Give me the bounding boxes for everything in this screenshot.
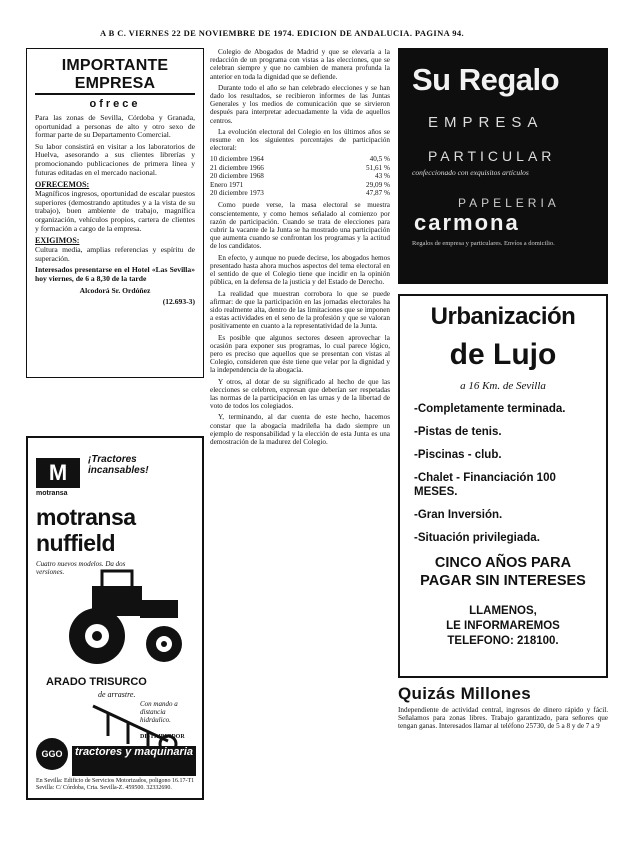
urbanizacion-feature: -Chalet - Financiación 100 MESES. — [414, 472, 556, 498]
urbanizacion-call-2: LE INFORMAREMOS — [446, 620, 560, 632]
urbanizacion-feature: -Completamente terminada. — [414, 403, 566, 415]
page-header: A B C. VIERNES 22 DE NOVIEMBRE DE 1974. EDICION DE ANDALUCIA. PAGINA 94. — [100, 28, 465, 38]
regalo-footer: Regalos de empresa y particulares. Envíos a domicilio. — [412, 240, 555, 247]
motransa-title-1: motransa — [36, 504, 136, 530]
left-column — [26, 48, 204, 800]
stats-row — [210, 172, 390, 180]
stats-row — [210, 189, 390, 197]
motransa-subtitle: Cuatro nuevos modelos. Da dos versiones. — [36, 560, 126, 576]
article-column — [210, 48, 390, 449]
ad-empresa-title: IMPORTANTE EMPRESA — [35, 57, 195, 95]
article-paragraph: Y otros, al dotar de su significado al hecho de que las elecciones se celebren, expresan que deberían ser respetadas las normas de la participación en las urnas y de la libertad de voto de todos los colegiados. — [210, 377, 390, 411]
urbanizacion-feature: -Pistas de tenis. — [414, 426, 502, 438]
urbanizacion-location: a 16 Km. de Sevilla — [460, 380, 546, 392]
ad-urbanizacion — [398, 294, 608, 678]
ad-quizas-millones — [398, 684, 608, 731]
motransa-mando-text: Con mando a distancia hidráulico. — [140, 700, 178, 724]
urbanizacion-offer-2: PAGAR SIN INTERESES — [420, 573, 586, 589]
urbanizacion-title: Urbanización — [430, 303, 576, 330]
stats-row — [210, 164, 390, 172]
quizas-body: Independiente de actividad central, ingresos de dinero rápido y fácil. Señalamos para zonas libres. Trabajo garantizado, para señores que tengan ganas. Interesados llamar al teléfono 25730, de 5 a 8 y de 7 a 9 — [398, 706, 608, 731]
stats-label: 20 diciembre 1973 — [210, 189, 264, 198]
regalo-empresa: EMPRESA — [428, 114, 544, 131]
motransa-slogan: ¡Tractores incansables! — [88, 454, 149, 476]
article-paragraph: En efecto, y aunque no puede decirse, los abogados hemos presentado hasta ahora muchos aspectos del tema electoral en el sentido de que el Colegio tiene que incidir en la opinión pública, en la defensa de la justicia y del Estado de Derecho. — [210, 253, 390, 287]
article-paragraph: Colegio de Abogados de Madrid y que se elevaría a la redacción de un programa con vistas a las elecciones, que se celebran siempre y que no cambien de manera profunda la anterior en toda la dignidad que se defiende. — [210, 48, 390, 81]
regalo-papeleria: PAPELERIA — [458, 196, 560, 210]
urbanizacion-feature: -Situación privilegiada. — [414, 532, 540, 544]
ad-empresa-ofrecemos: Magníficos ingresos, oportunidad de escalar puestos superiores (demostrando aptitudes y a la vista de su trabajo), buen ambiente de trabajo, magnífica organización, vehículos propios, cartera de clientes y formación a cargo de la empresa. — [35, 189, 195, 233]
motransa-address: En Sevilla: Edificio de Servicios Motorizados, poligono 16.17-T1 Sevilla: C/ Córdoba, Crta. Sevilla-Z. 459500. 32332690. — [36, 778, 195, 791]
ad-empresa-exigimos-heading: EXIGIMOS: — [35, 236, 80, 246]
participation-stats — [210, 155, 390, 197]
article-paragraph: Es posible que algunos sectores deseen aprovechar la ocasión para exponer sus programas, lo cual parece lógico, pero es preciso que aquellos que se presentan con vistas al Colegio, consideren que éste tiene que velar por la dignidad y la independencia de la abogacía. — [210, 333, 390, 375]
regalo-tagline: confeccionado con exquisitos artículos — [412, 168, 529, 177]
article-paragraph: Y, terminando, al dar cuenta de este hecho, hacemos constar que la abogacía madrileña ha dado siempre un ejemplo de responsabilidad y la elección de esta Junta es una demostración de la madurez del Colegio. — [210, 413, 390, 446]
article-paragraph: Durante todo el año se han celebrado elecciones y se han dado los resultados, se recibieron informes de las Juntas Generales y los medios de comunicación que se sirvieron después para interpretar adecuadamente la vida de aquellos centros. — [210, 83, 390, 125]
stats-value: 51,61 % — [366, 163, 390, 172]
article-paragraph: La evolución electoral del Colegio en los últimos años se resume en los siguientes porcentajes de participación electoral: — [210, 127, 390, 153]
ad-empresa-contact: Interesados presentarse en el Hotel «Las Sevilla» hoy viernes, de 6 a 8,30 de la tarde — [35, 265, 195, 283]
motransa-brand-icon: M — [36, 458, 80, 488]
tractor-illustration-icon — [52, 566, 192, 671]
urbanizacion-call-1: LLAMENOS, — [469, 605, 537, 617]
urbanizacion-feature: -Piscinas - club. — [414, 449, 502, 461]
regalo-carmona: carmona — [414, 210, 520, 235]
article-paragraph: Como puede verse, la masa electoral se muestra conscientemente, y como hemos señalado al comienzo por razón de participación. Cuando se trata de elecciones para cubrir la vacante de la Junta se ha mostrado una participación que aumenta cuando se confrontan los programas y la actitud de los candidatos. — [210, 201, 390, 251]
urbanizacion-offer-1: CINCO AÑOS PARA — [434, 555, 572, 571]
quizas-title: Quizás Millones — [398, 684, 531, 703]
motransa-arado-title: ARADO TRISURCO — [46, 676, 147, 688]
ad-empresa-exigimos: Cultura media, amplias referencias y espíritu de superación. — [35, 245, 195, 263]
stats-value: 47,87 % — [366, 189, 390, 198]
ad-su-regalo — [398, 48, 608, 284]
stats-value: 29,09 % — [366, 180, 390, 189]
right-column — [398, 48, 608, 731]
stats-value: 43 % — [375, 172, 390, 181]
stats-label: Enero 1971 — [210, 180, 244, 189]
stats-row — [210, 155, 390, 163]
ad-empresa-ofrecemos-heading: OFRECEMOS: — [35, 180, 90, 190]
ad-empresa-subtitle: ofrece — [89, 98, 141, 110]
article-paragraph: La realidad que muestran corrobora lo que se puede afirmar: de que la participación en las jornadas electorales ha sido realmente alta, dentro de las limitaciones que se imponen a estas actividades en el seno de la profesión y que se valoran positivamente en cuanto a la representatividad de la Junta. — [210, 289, 390, 331]
ad-empresa-ref: (12.693-3) — [162, 297, 195, 307]
motransa-arado-subtitle: de arrastre. — [98, 690, 136, 699]
motransa-brand-name: motransa — [36, 490, 68, 497]
urbanizacion-phone: TELEFONO: 218100. — [447, 635, 559, 647]
motransa-distribuidor-label: DISTRIBUIDOR — [140, 734, 185, 740]
regalo-particular: PARTICULAR — [428, 148, 556, 164]
stats-label: 10 diciembre 1964 — [210, 155, 264, 164]
stats-label: 21 diciembre 1966 — [210, 163, 264, 172]
motransa-tagline: tractores y maquinaria — [72, 746, 196, 776]
ad-empresa-body: Su labor consistirá en visitar a los laboratorios de Huelva, asesorando a sus clientes librerías y promocionando publicaciones de primera línea y futuras editadas en el mercado nacional. — [35, 141, 195, 177]
ad-importante-empresa — [26, 48, 204, 378]
regalo-title: Su Regalo — [412, 62, 560, 97]
ad-motransa — [26, 436, 204, 800]
ad-empresa-name: Alcodorá Sr. Ordóñez — [79, 285, 151, 295]
ad-empresa-intro: Para las zonas de Sevilla, Córdoba y Granada, oportunidad a personas de alto y otro sexo de formar parte de su Departamento Comercial. — [35, 113, 195, 140]
urbanizacion-subtitle: de Lujo — [449, 338, 557, 371]
urbanizacion-feature: -Gran Inversión. — [414, 509, 503, 521]
stats-row — [210, 181, 390, 189]
stats-value: 40,5 % — [369, 155, 390, 164]
ggo-logo-icon: GGO — [36, 738, 68, 770]
motransa-title-2: nuffield — [36, 530, 116, 556]
stats-label: 20 diciembre 1968 — [210, 172, 264, 181]
